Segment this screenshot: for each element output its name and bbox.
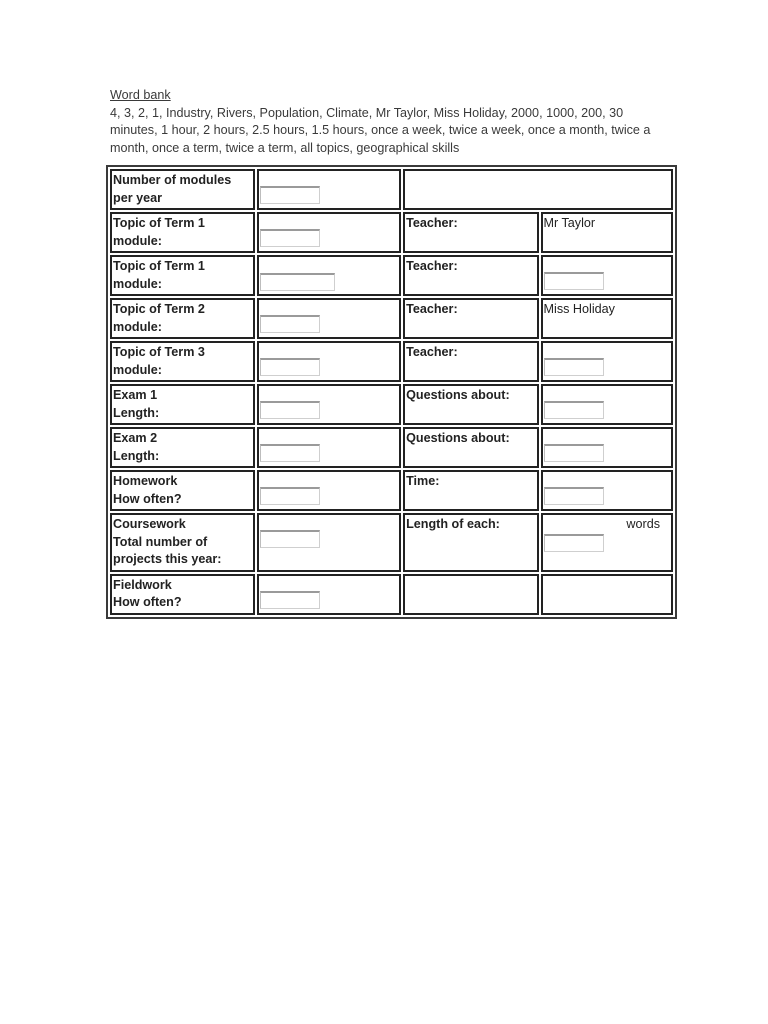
label-term3-topic: Topic of Term 3 module: — [110, 341, 255, 382]
coursework-length-input[interactable] — [544, 534, 604, 552]
label-questions-about: Questions about: — [403, 427, 538, 468]
answer-cell — [541, 255, 673, 296]
term2-topic-input[interactable] — [260, 315, 320, 333]
answer-cell — [257, 212, 402, 253]
label-exam2 — [110, 427, 255, 468]
label-modules-per-year: Number of modules per year — [110, 169, 255, 210]
fieldwork-title: Fieldwork — [113, 577, 172, 592]
label-term1-topic: Topic of Term 1 module: — [110, 212, 255, 253]
table-row — [110, 574, 673, 615]
answer-cell — [257, 255, 402, 296]
table-row — [110, 427, 673, 468]
answer-cell — [541, 470, 673, 511]
table-row — [110, 212, 673, 253]
answer-cell — [257, 169, 402, 210]
coursework-projects-input[interactable] — [260, 530, 320, 548]
answer-cell — [257, 427, 402, 468]
answer-cell — [257, 574, 402, 615]
exam2-length-label: Length: — [113, 448, 160, 463]
label-term2-topic: Topic of Term 2 module: — [110, 298, 255, 339]
label-homework — [110, 470, 255, 511]
label-term1-topic-alt: Topic of Term 1 module: — [110, 255, 255, 296]
teacher-input[interactable] — [544, 358, 604, 376]
coursework-projects-label: Total number of projects this year: — [113, 534, 222, 566]
exam1-length-input[interactable] — [260, 401, 320, 419]
label-time: Time: — [403, 470, 538, 511]
word-bank-heading: Word bank — [110, 88, 171, 102]
coursework-title: Coursework — [113, 517, 186, 531]
term3-topic-input[interactable] — [260, 358, 320, 376]
term1-topic-input[interactable] — [260, 229, 320, 247]
homework-how-often-label: How often? — [113, 491, 182, 506]
word-bank-text: 4, 3, 2, 1, Industry, Rivers, Population, Climate, Mr Taylor, Miss Holiday, 2000, 1000, 200, 30 minutes, 1 hour, 2 hours, 2.5 hours, 1.5 hours, once a week, twice a week, once a month, twice a month, once a term, twice a term, all topics, geographical skills — [110, 105, 651, 155]
exam2-questions-input[interactable] — [544, 444, 604, 462]
homework-how-often-input[interactable] — [260, 487, 320, 505]
table-row — [110, 298, 673, 339]
fieldwork-how-often-label: How often? — [113, 595, 182, 609]
label-fieldwork — [110, 574, 255, 615]
label-questions-about: Questions about: — [403, 384, 538, 425]
modules-per-year-input[interactable] — [260, 186, 320, 204]
teacher-input[interactable] — [544, 272, 604, 290]
homework-title: Homework — [113, 474, 178, 488]
term1-topic-alt-input[interactable] — [260, 273, 335, 291]
course-info-table — [106, 165, 677, 619]
answer-cell — [257, 513, 402, 572]
answer-cell — [541, 341, 673, 382]
answer-cell — [541, 513, 673, 572]
answer-cell — [257, 341, 402, 382]
empty-cell — [403, 574, 538, 615]
label-teacher: Teacher: — [403, 212, 538, 253]
label-teacher: Teacher: — [403, 341, 538, 382]
homework-time-input[interactable] — [544, 487, 604, 505]
exam1-title: Exam 1 — [113, 388, 158, 402]
empty-cell — [541, 574, 673, 615]
teacher-value: Mr Taylor — [541, 212, 673, 253]
label-teacher: Teacher: — [403, 298, 538, 339]
word-bank — [110, 87, 670, 157]
answer-cell — [257, 384, 402, 425]
answer-cell — [257, 298, 402, 339]
table-row — [110, 169, 673, 210]
label-exam1 — [110, 384, 255, 425]
label-length-of-each: Length of each: — [403, 513, 538, 572]
exam2-length-input[interactable] — [260, 444, 320, 462]
table-row — [110, 255, 673, 296]
label-coursework — [110, 513, 255, 572]
exam1-length-label: Length: — [113, 405, 160, 420]
empty-cell — [403, 169, 673, 210]
exam1-questions-input[interactable] — [544, 401, 604, 419]
exam2-title: Exam 2 — [113, 431, 158, 445]
teacher-value: Miss Holiday — [541, 298, 673, 339]
answer-cell — [257, 470, 402, 511]
label-teacher: Teacher: — [403, 255, 538, 296]
answer-cell — [541, 427, 673, 468]
words-unit-label: words — [626, 517, 660, 531]
table-row — [110, 470, 673, 511]
table-row — [110, 513, 673, 572]
fieldwork-how-often-input[interactable] — [260, 591, 320, 609]
table-row — [110, 341, 673, 382]
table-row — [110, 384, 673, 425]
words-row — [544, 516, 670, 534]
answer-cell — [541, 384, 673, 425]
